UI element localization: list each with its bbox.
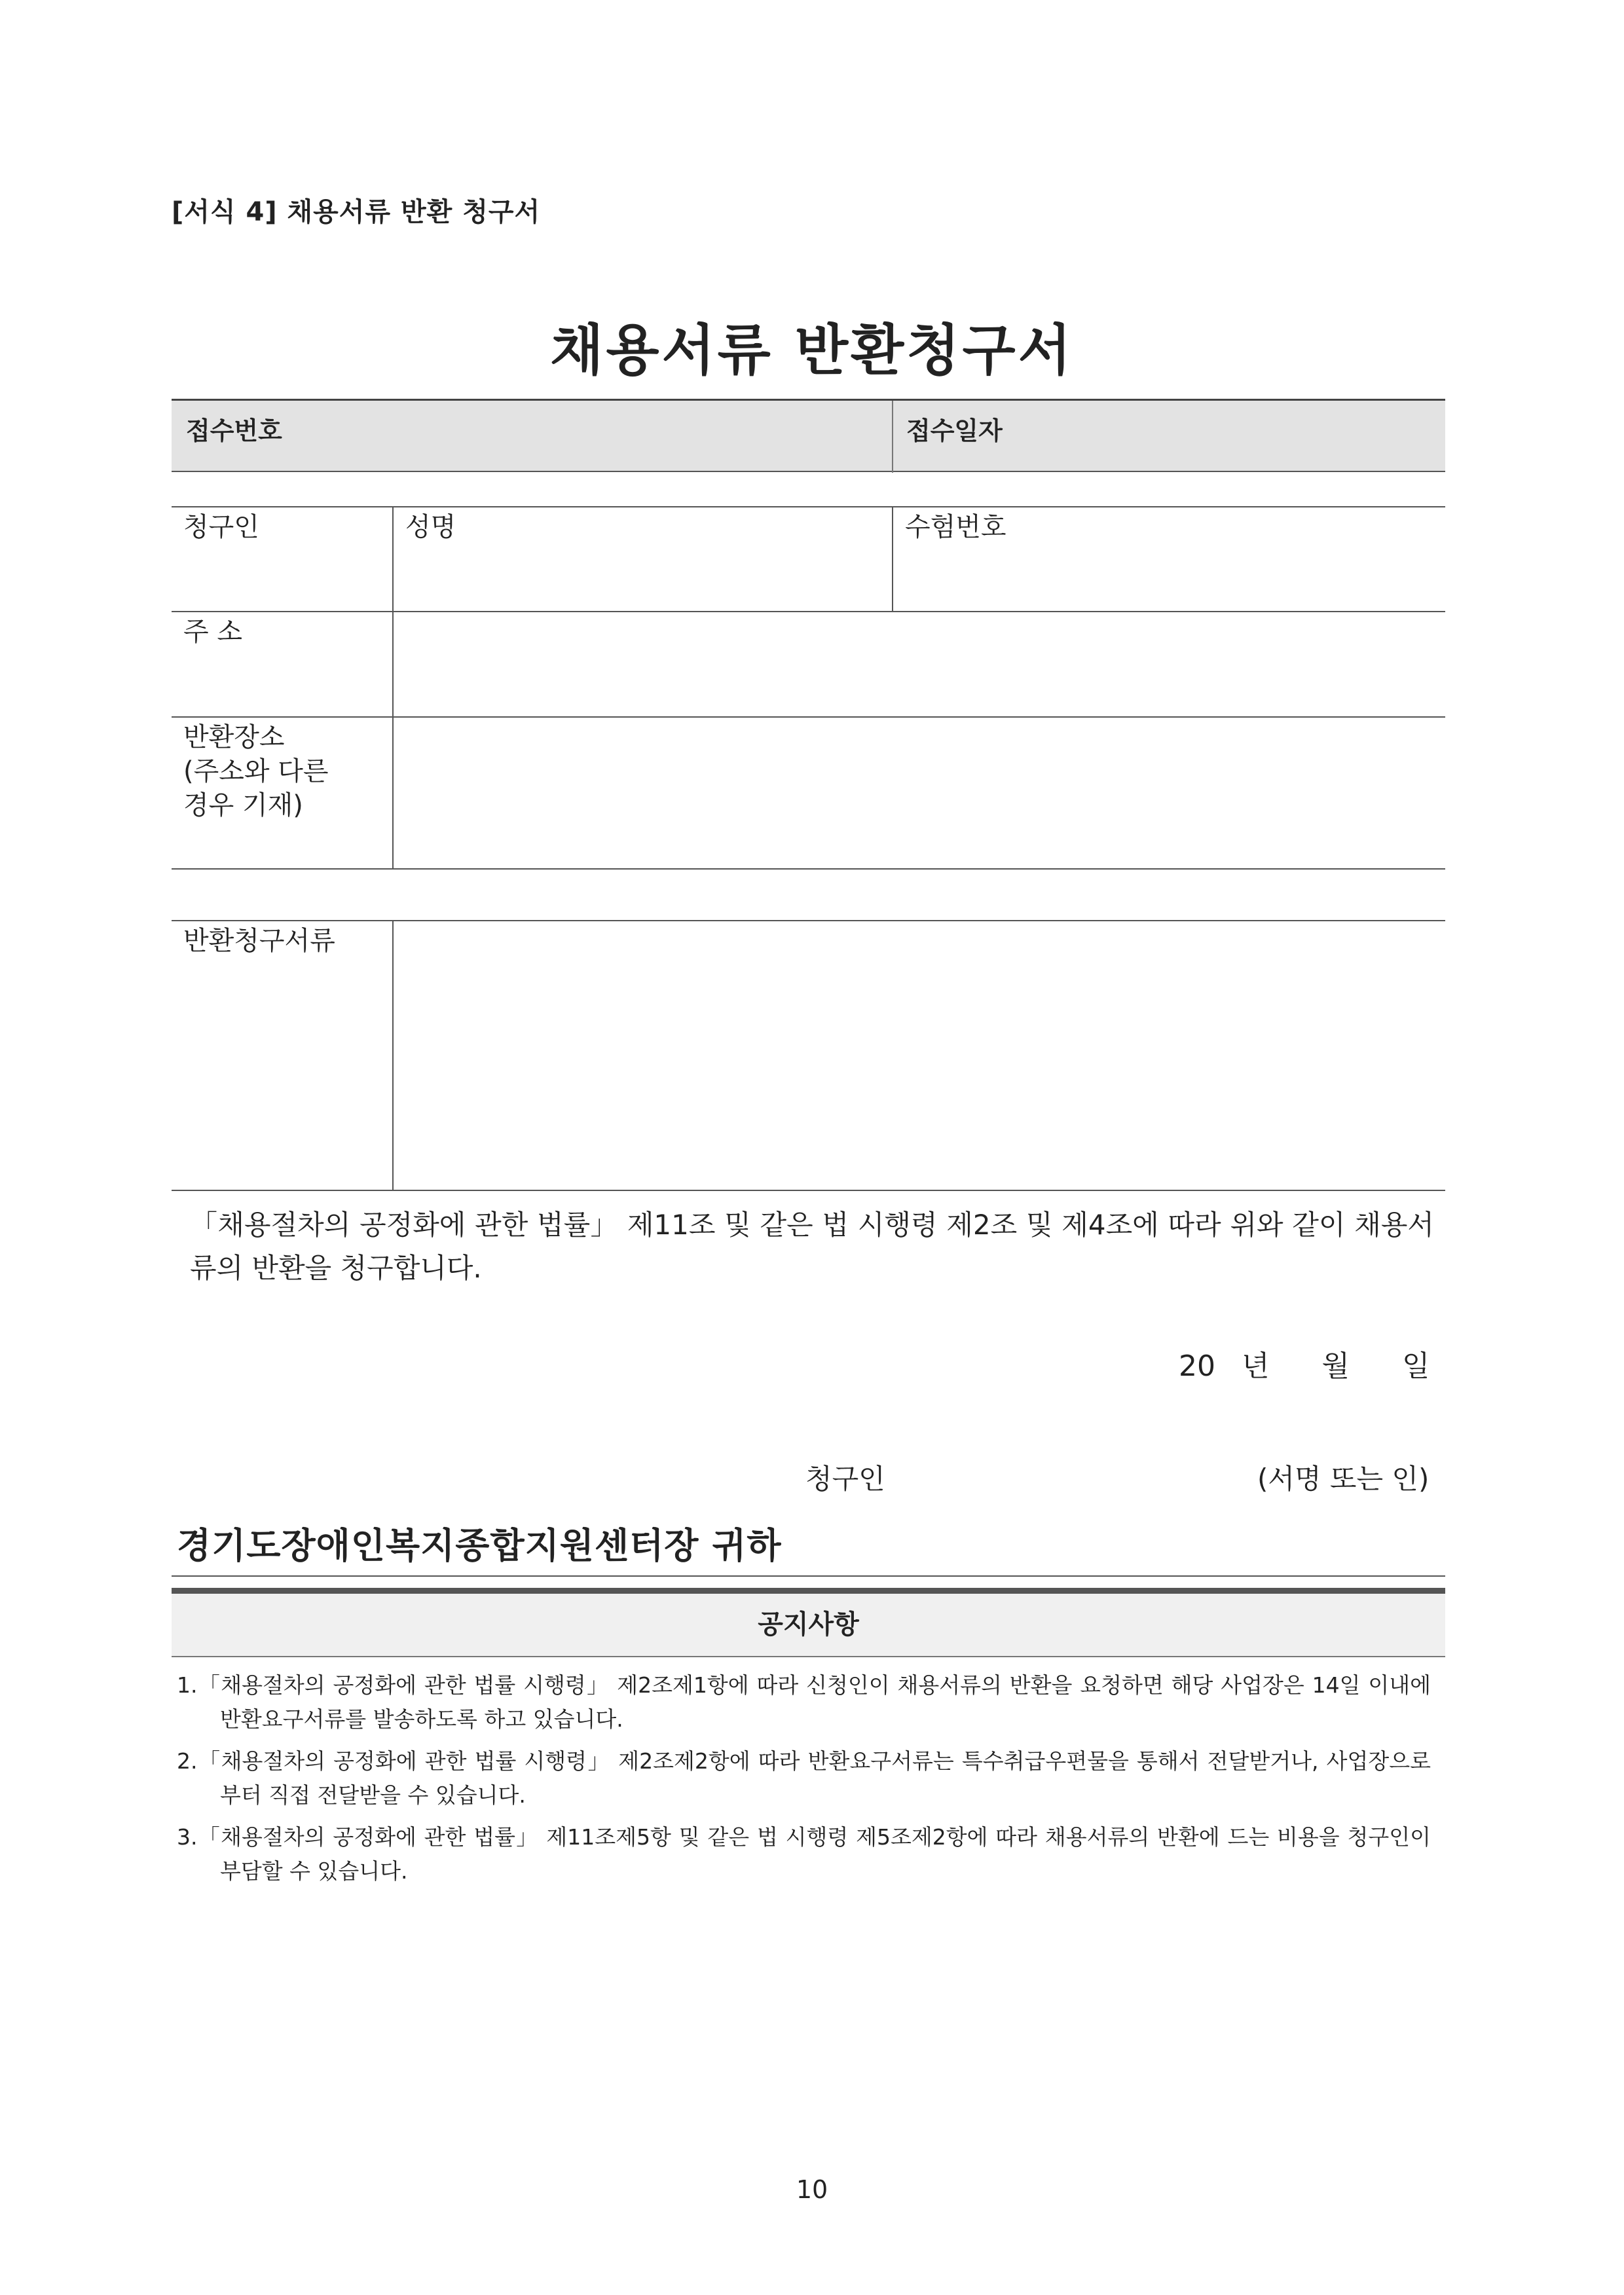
notice-item: 3.「채용절차의 공정화에 관한 법률」 제11조제5항 및 같은 법 시행령 제5조제2항에 따라 채용서류의 반환에 드는 비용을 청구인이 부담할 수 있습니다.: [177, 1824, 1431, 1884]
notice-item: 2.「채용절차의 공정화에 관한 법률 시행령」 제2조제2항에 따라 반환요구서류는 특수취급우편물을 통해서 전달받거나, 사업장으로부터 직접 전달받을 수 있습니다.: [177, 1748, 1431, 1808]
receipt-box: [172, 399, 1445, 472]
receipt-date-label: 접수일자: [906, 416, 1003, 445]
notice-heading: 공지사항: [172, 1588, 1445, 1657]
date-year-prefix: 20: [1179, 1349, 1215, 1383]
return-place-label-cell: [172, 717, 393, 869]
signature-hint: (서명 또는 인): [1257, 1463, 1430, 1495]
recipient: 경기도장애인복지종합지원센터장 귀하: [177, 1525, 782, 1566]
return-place-note-2: 경우 기재): [183, 790, 303, 820]
page-title: 채용서류 반환청구서: [550, 318, 1074, 382]
date-month: 월: [1321, 1349, 1350, 1383]
documents-table: [172, 920, 1445, 1191]
exam-number-label: 수험번호: [905, 512, 1006, 542]
date-year: 년: [1242, 1349, 1270, 1383]
documents-field[interactable]: [393, 921, 1445, 1190]
notice-list: [177, 1668, 1431, 1896]
divider-line: [172, 1575, 1445, 1577]
address-field[interactable]: [393, 612, 1445, 717]
exam-number-field[interactable]: [893, 507, 1445, 612]
page-number: 10: [796, 2175, 828, 2204]
return-place-field[interactable]: [393, 717, 1445, 869]
signature-label: 청구인: [805, 1463, 885, 1495]
return-place-note-1: (주소와 다른: [183, 756, 329, 786]
address-label: 주 소: [172, 612, 393, 717]
date-line: [1179, 1342, 1430, 1384]
receipt-divider: [892, 401, 893, 473]
name-field[interactable]: [393, 507, 893, 612]
receipt-number-label: 접수번호: [186, 416, 282, 445]
statement-text: 「채용절차의 공정화에 관한 법률」 제11조 및 같은 법 시행령 제2조 및 제4조에 따라 위와 같이 채용서류의 반환을 청구합니다.: [190, 1209, 1434, 1284]
form-label: [서식 4] 채용서류 반환 청구서: [172, 197, 541, 227]
name-label: 성명: [405, 512, 456, 542]
return-place-label: 반환장소: [183, 722, 285, 752]
documents-label: 반환청구서류: [172, 921, 393, 1190]
applicant-table: [172, 506, 1445, 870]
applicant-label: 청구인: [172, 507, 393, 612]
notice-item: 1.「채용절차의 공정화에 관한 법률 시행령」 제2조제1항에 따라 신청인이 채용서류의 반환을 요청하면 해당 사업장은 14일 이내에 반환요구서류를 발송하도록 하고 있습니다.: [177, 1672, 1431, 1732]
date-day: 일: [1402, 1349, 1430, 1383]
